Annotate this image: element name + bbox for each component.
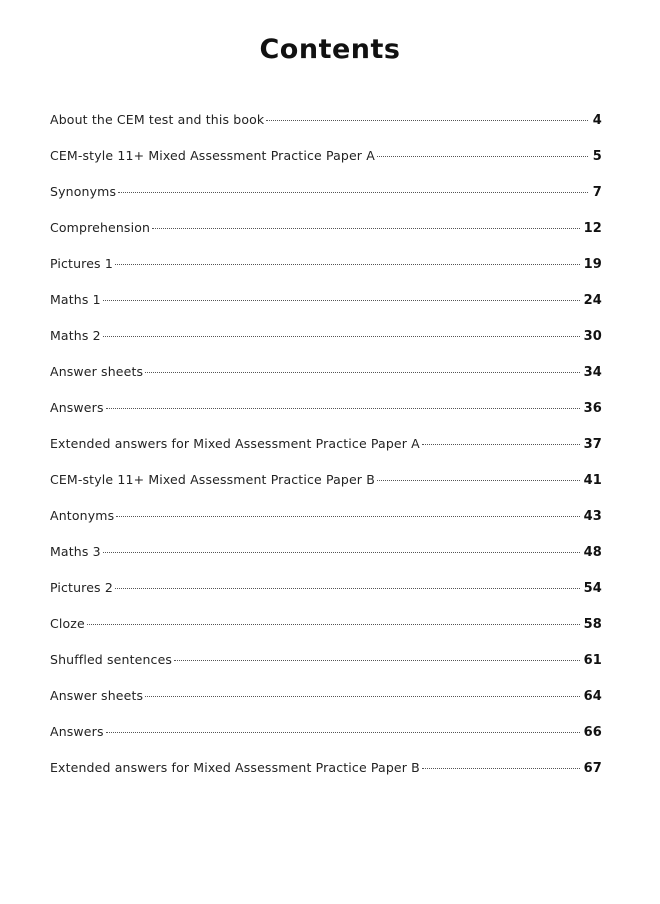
toc-entry-page-number: 30 <box>583 329 602 344</box>
toc-entry-page-number: 37 <box>583 437 602 452</box>
toc-dot-leader <box>266 120 588 121</box>
toc-entry[interactable] <box>50 324 602 360</box>
toc-entry[interactable] <box>50 720 602 756</box>
toc-entry-label: CEM-style 11+ Mixed Assessment Practice Paper B <box>50 472 375 487</box>
toc-entry-label: Maths 3 <box>50 544 101 559</box>
toc-dot-leader <box>116 516 579 517</box>
toc-entry[interactable] <box>50 504 602 540</box>
toc-entry-label: Answers <box>50 400 104 415</box>
table-of-contents <box>50 108 602 792</box>
toc-dot-leader <box>87 624 580 625</box>
toc-entry-page-number: 36 <box>583 401 602 416</box>
toc-entry[interactable] <box>50 756 602 792</box>
toc-entry[interactable] <box>50 180 602 216</box>
toc-entry-page-number: 12 <box>583 221 602 236</box>
toc-entry[interactable] <box>50 144 602 180</box>
toc-entry[interactable] <box>50 216 602 252</box>
toc-entry-label: Pictures 1 <box>50 256 113 271</box>
toc-entry[interactable] <box>50 468 602 504</box>
toc-entry-label: Shuffled sentences <box>50 652 173 667</box>
toc-entry-page-number: 66 <box>583 725 602 740</box>
toc-entry-label: Answer sheets <box>50 688 144 703</box>
toc-entry-page-number: 41 <box>583 473 602 488</box>
toc-dot-leader <box>106 408 580 409</box>
toc-dot-leader <box>115 588 580 589</box>
toc-entry-label: Extended answers for Mixed Assessment Practice Paper A <box>50 436 420 451</box>
toc-entry-page-number: 48 <box>583 545 602 560</box>
toc-dot-leader <box>377 480 580 481</box>
toc-entry-label: Answers <box>50 724 104 739</box>
toc-dot-leader <box>103 336 580 337</box>
toc-entry-label: Answer sheets <box>50 364 144 379</box>
toc-entry-page-number: 5 <box>592 149 602 164</box>
toc-entry-page-number: 58 <box>583 617 602 632</box>
toc-entry-label: CEM-style 11+ Mixed Assessment Practice Paper A <box>50 148 375 163</box>
toc-dot-leader <box>174 660 580 661</box>
toc-entry[interactable] <box>50 648 602 684</box>
toc-entry-page-number: 43 <box>583 509 602 524</box>
toc-entry-label: Maths 1 <box>50 292 101 307</box>
toc-dot-leader <box>103 552 580 553</box>
toc-entry-page-number: 34 <box>583 365 602 380</box>
page-title: Contents <box>259 34 401 65</box>
toc-entry-label: Antonyms <box>50 508 115 523</box>
toc-dot-leader <box>106 732 580 733</box>
toc-entry-page-number: 7 <box>592 185 602 200</box>
toc-entry-page-number: 4 <box>592 113 602 128</box>
toc-entry[interactable] <box>50 576 602 612</box>
toc-dot-leader <box>422 768 580 769</box>
toc-entry[interactable] <box>50 108 602 144</box>
toc-entry[interactable] <box>50 396 602 432</box>
toc-entry-label: Comprehension <box>50 220 151 235</box>
toc-entry[interactable] <box>50 432 602 468</box>
toc-dot-leader <box>145 696 579 697</box>
toc-entry[interactable] <box>50 360 602 396</box>
toc-entry-page-number: 67 <box>583 761 602 776</box>
toc-entry-label: Pictures 2 <box>50 580 113 595</box>
toc-entry[interactable] <box>50 540 602 576</box>
toc-entry-label: Cloze <box>50 616 85 631</box>
toc-entry-label: About the CEM test and this book <box>50 112 265 127</box>
toc-dot-leader <box>377 156 588 157</box>
toc-entry[interactable] <box>50 252 602 288</box>
toc-entry-label: Extended answers for Mixed Assessment Practice Paper B <box>50 760 420 775</box>
toc-entry-page-number: 64 <box>583 689 602 704</box>
toc-entry-page-number: 61 <box>583 653 602 668</box>
toc-dot-leader <box>118 192 588 193</box>
toc-dot-leader <box>103 300 580 301</box>
toc-entry-page-number: 24 <box>583 293 602 308</box>
toc-dot-leader <box>145 372 579 373</box>
toc-entry[interactable] <box>50 288 602 324</box>
toc-entry-page-number: 19 <box>583 257 602 272</box>
toc-entry-page-number: 54 <box>583 581 602 596</box>
toc-dot-leader <box>115 264 580 265</box>
toc-dot-leader <box>152 228 580 229</box>
toc-dot-leader <box>422 444 580 445</box>
toc-entry-label: Synonyms <box>50 184 117 199</box>
toc-entry-label: Maths 2 <box>50 328 101 343</box>
toc-entry[interactable] <box>50 612 602 648</box>
toc-entry[interactable] <box>50 684 602 720</box>
